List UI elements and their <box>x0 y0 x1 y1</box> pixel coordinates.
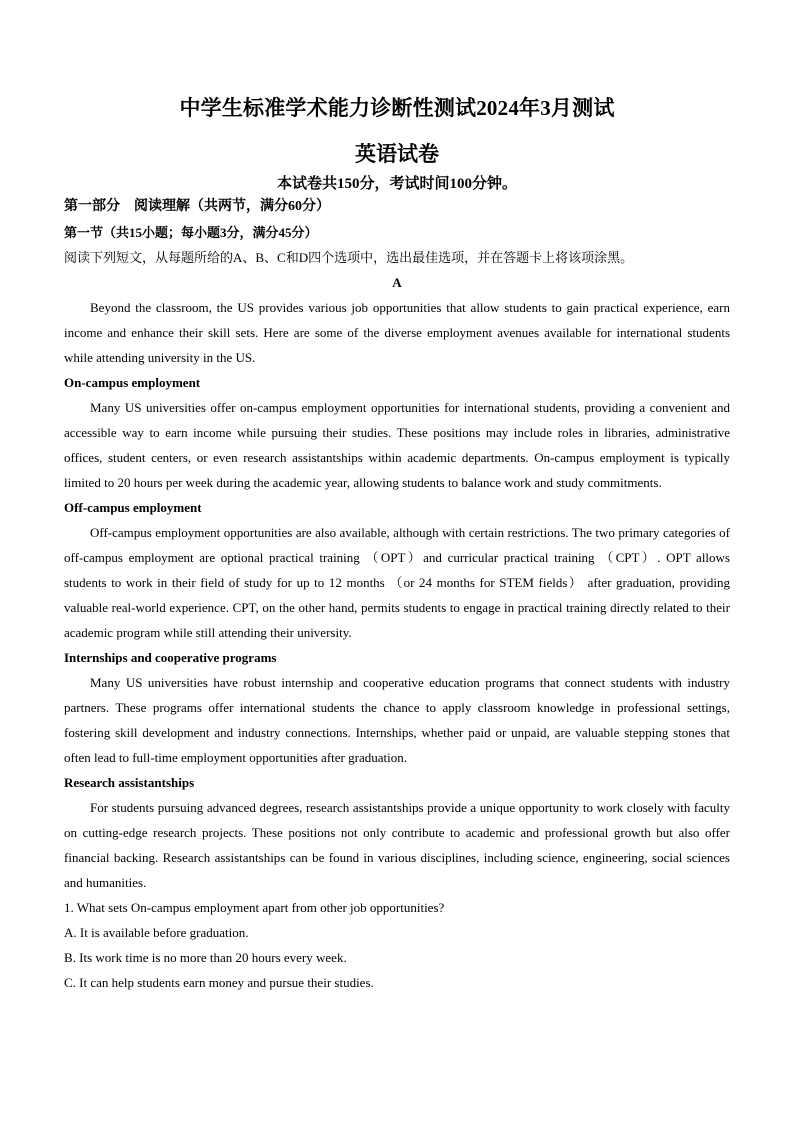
part-heading: 第一部分 阅读理解（共两节，满分60分） <box>64 199 330 214</box>
passage-letter: A <box>392 275 402 290</box>
exam-subject: 英语试卷 <box>355 142 439 166</box>
paragraph-research: For students pursuing advanced degrees, research assistantships provide a unique opportunity to work closely with faculty on cutting-edge research projects. These positions not only contribute to academic and professional growth but also offer financial backing. Research assistantships can be found in various disciplines, including science, engineering, social sciences and humanities. <box>64 800 730 890</box>
question-option-c: C. It can help students earn money and pursue their studies. <box>64 975 374 990</box>
question-option-a: A. It is available before graduation. <box>64 925 249 940</box>
section-heading-internships: Internships and cooperative programs <box>64 650 277 665</box>
section-heading-research: Research assistantships <box>64 775 195 790</box>
paragraph-on-campus: Many US universities offer on-campus employment opportunities for international students, providing a convenient and accessible way to earn income while pursuing their studies. These positions may include roles in libraries, administrative offices, student centers, or even research assistantships within academic departments. On-campus employment is typically limited to 20 hours per week during the academic year, allowing students to balance work and study commitments. <box>64 400 730 490</box>
exam-title: 中学生标准学术能力诊断性测试2024年3月测试 <box>179 96 615 120</box>
section-instruction: 阅读下列短文，从每题所给的A、B、C和D四个选项中，选出最佳选项，并在答题卡上将该项涂黑。 <box>64 250 634 265</box>
exam-info: 本试卷共150分，考试时间100分钟。 <box>276 176 517 192</box>
question-stem: 1. What sets On-campus employment apart from other job opportunities? <box>64 900 445 915</box>
paragraph-off-campus: Off-campus employment opportunities are also available, although with certain restrictions. The two primary categories of off-campus employment are optional practical training （OPT）and curricular practical training （CPT）. OPT allows students to work in their field of study for up to 12 months （or 24 months for STEM fields） after graduation, providing valuable real-world experience. CPT, on the other hand, permits students to engage in practical training directly related to their academic program while still attending their university. <box>64 525 730 640</box>
paragraph-internships: Many US universities have robust internship and cooperative education programs that connect students with industry partners. These programs offer international students the chance to apply classroom knowledge in professional settings, fostering skill development and industry connections. Internships, whether paid or unpaid, are valuable stepping stones that often lead to full-time employment opportunities after graduation. <box>64 675 730 765</box>
section-heading-off-campus: Off-campus employment <box>64 500 202 515</box>
passage-intro: Beyond the classroom, the US provides various job opportunities that allow students to gain practical experience, earn income and enhance their skill sets. Here are some of the diverse employment avenues available for international students while attending university in the US. <box>64 300 730 365</box>
question-option-b: B. Its work time is no more than 20 hours every week. <box>64 950 347 965</box>
exam-content <box>64 194 730 995</box>
section-heading-on-campus: On-campus employment <box>64 375 201 390</box>
section-heading: 第一节（共15小题；每小题3分，满分45分） <box>64 225 318 240</box>
